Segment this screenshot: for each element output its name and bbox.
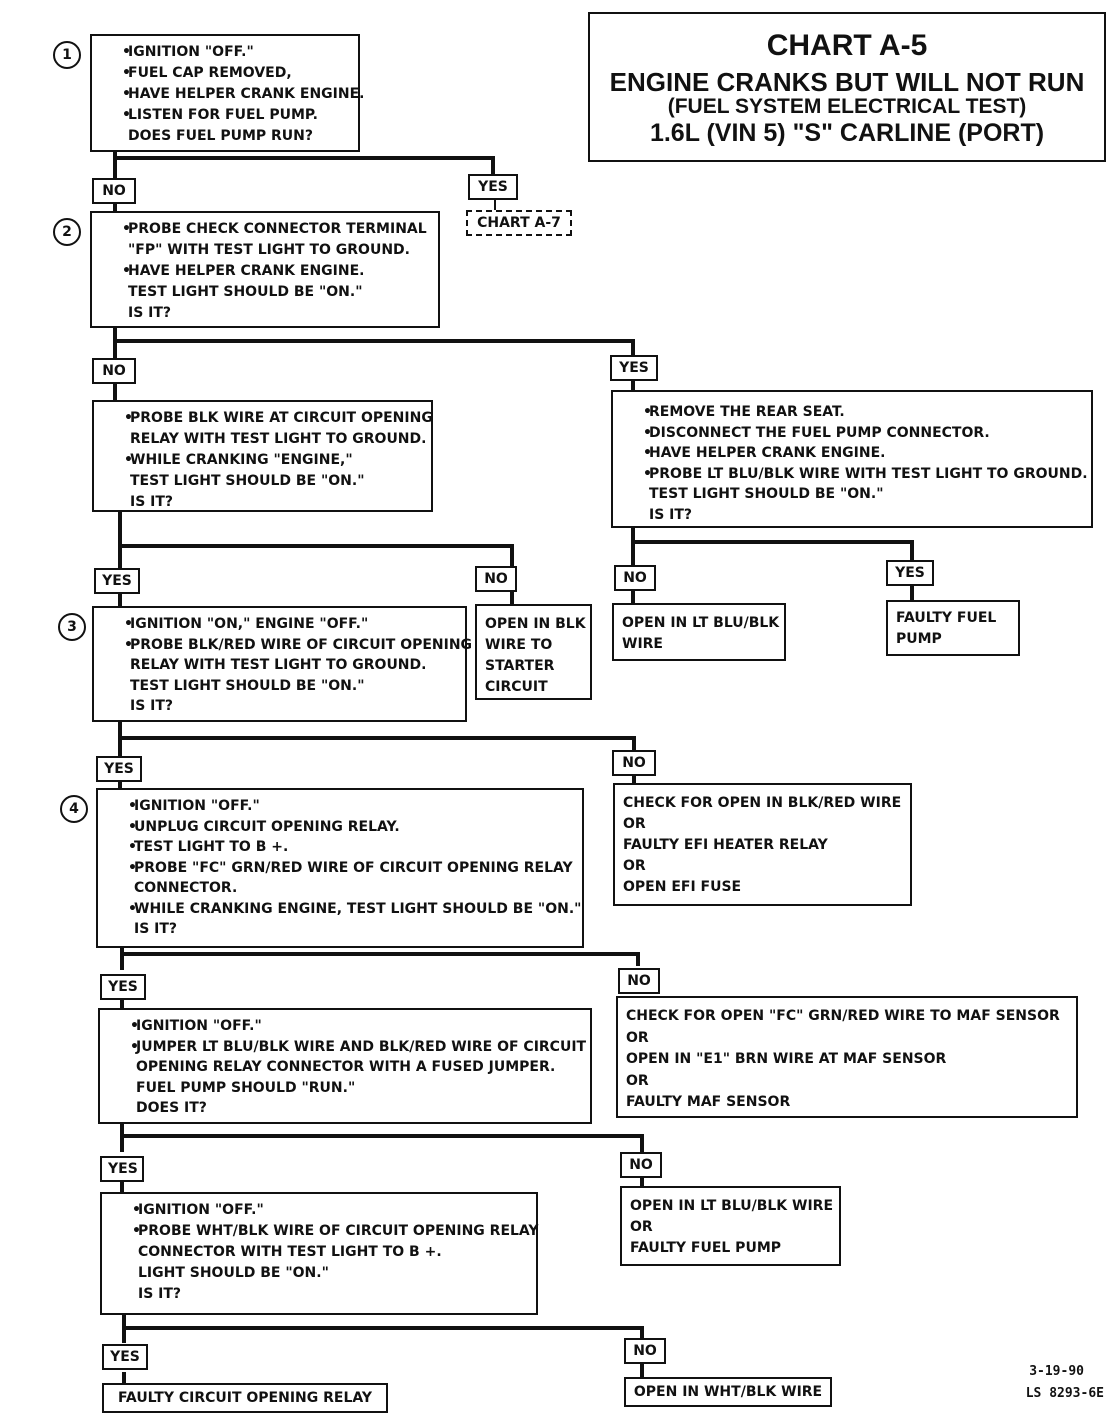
step-text: OPENING RELAY CONNECTOR WITH A FUSED JUMPER. bbox=[136, 1059, 556, 1075]
result-text: STARTER bbox=[485, 658, 555, 674]
chart-title-box bbox=[588, 12, 1106, 162]
no-label: NO bbox=[612, 750, 656, 776]
chart-a7-box: CHART A-7 bbox=[466, 210, 572, 236]
probe-wht-box bbox=[100, 1192, 538, 1315]
no-label: NO bbox=[614, 565, 656, 591]
jumper-box bbox=[98, 1008, 592, 1124]
step-text: TEST LIGHT SHOULD BE "ON." bbox=[649, 486, 884, 502]
step-question: IS IT? bbox=[138, 1286, 182, 1302]
step-text: TEST LIGHT SHOULD BE "ON." bbox=[130, 677, 365, 694]
connector-line bbox=[910, 540, 914, 560]
rear-seat-box bbox=[611, 390, 1093, 528]
connector-line bbox=[118, 736, 636, 740]
result-text: OR bbox=[623, 858, 646, 874]
step-question: IS IT? bbox=[649, 506, 693, 523]
result-faulty-relay: FAULTY CIRCUIT OPENING RELAY bbox=[102, 1383, 388, 1413]
result-text: FAULTY FUEL bbox=[896, 610, 997, 626]
step-text: • IGNITION "OFF." bbox=[112, 1200, 526, 1221]
result-text: WIRE bbox=[622, 636, 663, 652]
step-4-box bbox=[96, 788, 584, 948]
connector-line bbox=[640, 1326, 644, 1338]
step-text: • LISTEN FOR FUEL PUMP. bbox=[102, 105, 348, 126]
step-text: • TEST LIGHT TO B +. bbox=[108, 837, 572, 858]
connector-line bbox=[120, 1134, 644, 1138]
step-text: • HAVE HELPER CRANK ENGINE. bbox=[623, 443, 1081, 464]
step-question: IS IT? bbox=[130, 698, 174, 714]
step-text: CONNECTOR WITH TEST LIGHT TO B +. bbox=[138, 1244, 442, 1260]
result-faulty-pump bbox=[886, 600, 1020, 656]
connector-line bbox=[636, 952, 640, 966]
connector-line bbox=[510, 590, 514, 604]
yes-label: YES bbox=[100, 1156, 144, 1182]
connector-line bbox=[640, 1134, 644, 1152]
connector-line bbox=[113, 339, 635, 343]
connector-line bbox=[118, 510, 122, 568]
step-text: • PROBE CHECK CONNECTOR TERMINAL bbox=[102, 219, 428, 240]
step-text: FUEL PUMP SHOULD "RUN." bbox=[136, 1079, 356, 1096]
result-open-ltblu bbox=[612, 603, 786, 661]
step-text: • IGNITION "OFF." bbox=[102, 42, 348, 63]
yes-label: YES bbox=[96, 756, 142, 782]
result-text: PUMP bbox=[896, 631, 942, 647]
connector-line bbox=[632, 736, 636, 750]
result-open-wht: OPEN IN WHT/BLK WIRE bbox=[624, 1377, 832, 1407]
result-text: OPEN IN BLK bbox=[485, 616, 586, 632]
step-text: CONNECTOR. bbox=[134, 880, 238, 896]
step-text: • REMOVE THE REAR SEAT. bbox=[623, 402, 1081, 423]
step-question: IS IT? bbox=[130, 494, 174, 510]
footer-code: LS 8293-6E bbox=[1025, 1386, 1104, 1401]
step-text: "FP" WITH TEST LIGHT TO GROUND. bbox=[128, 242, 410, 258]
step-text: TEST LIGHT SHOULD BE "ON." bbox=[128, 284, 363, 300]
connector-line bbox=[631, 380, 635, 390]
result-blkred-check bbox=[613, 783, 912, 906]
step-text: • IGNITION "ON," ENGINE "OFF." bbox=[104, 614, 455, 635]
connector-line bbox=[910, 586, 914, 600]
step-2-box bbox=[90, 211, 440, 328]
step-text: • IGNITION "OFF." bbox=[108, 796, 572, 817]
connector-line bbox=[113, 156, 495, 160]
step-text: • PROBE BLK WIRE AT CIRCUIT OPENING bbox=[104, 408, 421, 429]
connector-line bbox=[631, 339, 635, 355]
step-text: • WHILE CRANKING ENGINE, TEST LIGHT SHOULD BE "ON." bbox=[108, 899, 572, 920]
result-text: FAULTY EFI HEATER RELAY bbox=[623, 837, 828, 853]
chart-subtitle-2: (FUEL SYSTEM ELECTRICAL TEST) bbox=[667, 95, 1027, 118]
connector-line bbox=[491, 156, 495, 176]
step-text: • FUEL CAP REMOVED, bbox=[102, 63, 348, 84]
result-text: OR bbox=[623, 816, 646, 832]
step-text: • HAVE HELPER CRANK ENGINE. bbox=[102, 261, 428, 282]
result-text: FAULTY MAF SENSOR bbox=[626, 1094, 791, 1110]
no-label: NO bbox=[92, 178, 136, 204]
step-question: IS IT? bbox=[128, 305, 172, 321]
step-text: • PROBE WHT/BLK WIRE OF CIRCUIT OPENING RELAY bbox=[112, 1221, 526, 1242]
no-label: NO bbox=[624, 1338, 666, 1364]
step-text: TEST LIGHT SHOULD BE "ON." bbox=[130, 473, 365, 489]
step-3-box bbox=[92, 606, 473, 722]
connector-line bbox=[120, 946, 124, 970]
result-text: OPEN IN LT BLU/BLK WIRE bbox=[630, 1198, 834, 1214]
chart-title: CHART A-5 bbox=[766, 29, 928, 62]
no-label: NO bbox=[620, 1152, 662, 1178]
chart-subtitle-3: 1.6L (VIN 5) "S" CARLINE (PORT) bbox=[649, 119, 1045, 147]
step-text: RELAY WITH TEST LIGHT TO GROUND. bbox=[130, 431, 427, 447]
step-number: 3 bbox=[58, 613, 86, 641]
result-text: OPEN EFI FUSE bbox=[623, 879, 742, 895]
result-open-blk bbox=[475, 604, 592, 700]
footer-date: 3-19-90 bbox=[1029, 1364, 1084, 1379]
result-text: OR bbox=[630, 1219, 653, 1235]
result-text: WIRE TO bbox=[485, 637, 553, 653]
step-text: • WHILE CRANKING "ENGINE," bbox=[104, 450, 421, 471]
step-text: LIGHT SHOULD BE "ON." bbox=[138, 1265, 329, 1281]
yes-label: YES bbox=[610, 355, 658, 381]
result-ltblu-pump bbox=[620, 1186, 841, 1266]
connector-line bbox=[510, 544, 514, 566]
yes-label: YES bbox=[102, 1344, 148, 1370]
step-text: • PROBE "FC" GRN/RED WIRE OF CIRCUIT OPENING RELAY bbox=[108, 858, 572, 879]
result-text: OPEN IN LT BLU/BLK bbox=[622, 615, 780, 631]
connector-line bbox=[631, 540, 914, 544]
probe-blk-box bbox=[92, 400, 433, 512]
no-label: NO bbox=[618, 968, 660, 994]
result-text: CIRCUIT bbox=[485, 679, 548, 695]
step-text: • JUMPER LT BLU/BLK WIRE AND BLK/RED WIRE OF CIRCUIT bbox=[110, 1037, 580, 1058]
result-text: OR bbox=[626, 1029, 649, 1046]
result-fc-check bbox=[616, 996, 1078, 1118]
step-question: DOES FUEL PUMP RUN? bbox=[128, 128, 314, 144]
no-label: NO bbox=[92, 358, 136, 384]
result-text: OPEN IN "E1" BRN WIRE AT MAF SENSOR bbox=[626, 1051, 947, 1067]
connector-line bbox=[640, 1364, 644, 1378]
connector-line bbox=[118, 544, 514, 548]
result-text: OR bbox=[626, 1072, 649, 1089]
connector-line bbox=[120, 952, 640, 956]
step-text: • PROBE LT BLU/BLK WIRE WITH TEST LIGHT TO GROUND. bbox=[623, 464, 1081, 485]
step-1-box bbox=[90, 34, 365, 152]
step-number: 2 bbox=[53, 218, 81, 246]
chart-subtitle: ENGINE CRANKS BUT WILL NOT RUN bbox=[609, 67, 1085, 97]
step-text: • HAVE HELPER CRANK ENGINE. bbox=[102, 84, 348, 105]
connector-line bbox=[122, 1326, 644, 1330]
step-text: RELAY WITH TEST LIGHT TO GROUND. bbox=[130, 657, 427, 673]
connector-line bbox=[113, 150, 117, 180]
yes-label: YES bbox=[468, 174, 518, 200]
step-text: • UNPLUG CIRCUIT OPENING RELAY. bbox=[108, 817, 572, 838]
yes-label: YES bbox=[94, 568, 140, 594]
step-text: • IGNITION "OFF." bbox=[110, 1016, 580, 1037]
connector-line bbox=[631, 527, 635, 565]
no-label: NO bbox=[475, 566, 517, 592]
step-number: 1 bbox=[53, 41, 81, 69]
result-text: CHECK FOR OPEN "FC" GRN/RED WIRE TO MAF SENSOR bbox=[626, 1008, 1060, 1024]
step-text: • DISCONNECT THE FUEL PUMP CONNECTOR. bbox=[623, 423, 1081, 444]
step-question: IS IT? bbox=[134, 921, 178, 937]
step-question: DOES IT? bbox=[136, 1100, 207, 1116]
result-text: CHECK FOR OPEN IN BLK/RED WIRE bbox=[623, 795, 902, 811]
step-number: 4 bbox=[60, 795, 88, 823]
yes-label: YES bbox=[886, 560, 934, 586]
yes-label: YES bbox=[100, 974, 146, 1000]
step-text: • PROBE BLK/RED WIRE OF CIRCUIT OPENING bbox=[104, 635, 455, 656]
result-text: FAULTY FUEL PUMP bbox=[630, 1240, 782, 1256]
